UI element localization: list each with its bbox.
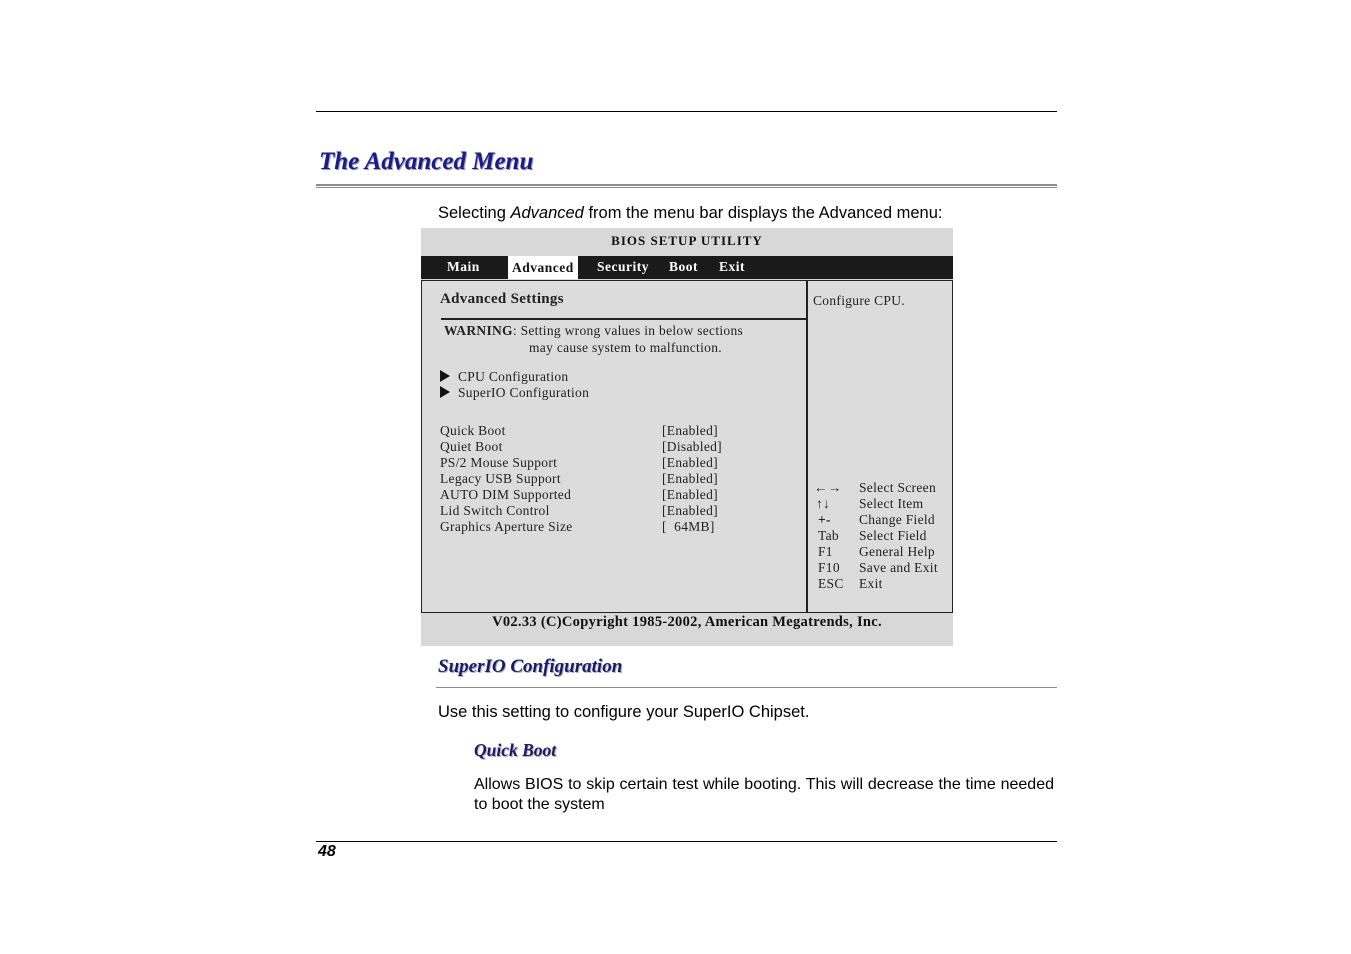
- warning-line-1: [444, 323, 743, 339]
- bios-copyright-footer: V02.33 (C)Copyright 1985-2002, American Megatrends, Inc.: [492, 614, 882, 630]
- key-label: +-: [818, 512, 831, 527]
- bios-screenshot: [421, 228, 953, 646]
- setting-label[interactable]: Lid Switch Control: [440, 503, 550, 518]
- title-rule-2: [316, 187, 1057, 188]
- heading-underline: [441, 318, 806, 320]
- top-rule: [316, 111, 1057, 112]
- setting-label[interactable]: AUTO DIM Supported: [440, 487, 572, 502]
- setting-label[interactable]: Quick Boot: [440, 423, 506, 438]
- intro-emphasis: Advanced: [510, 204, 584, 222]
- warning-label: WARNING: [444, 323, 513, 338]
- triangle-right-icon: [440, 370, 450, 382]
- submenu-label: SuperIO Configuration: [458, 385, 590, 400]
- intro-before: Selecting: [438, 204, 511, 222]
- bottom-rule: [316, 841, 1057, 842]
- submenu-label: CPU Configuration: [458, 369, 569, 384]
- key-action: Change Field: [859, 512, 935, 527]
- arrows-left-right-icon: ←→: [814, 480, 842, 495]
- bios-title: BIOS SETUP UTILITY: [611, 233, 763, 248]
- bios-main-panel: [421, 280, 953, 613]
- setting-value[interactable]: [Enabled]: [662, 487, 718, 502]
- setting-label[interactable]: Graphics Aperture Size: [440, 519, 573, 534]
- setting-label[interactable]: Quiet Boot: [440, 439, 503, 454]
- menu-main[interactable]: Main: [447, 259, 480, 274]
- key-action: Save and Exit: [859, 560, 938, 575]
- panel-divider: [806, 281, 808, 612]
- menu-advanced[interactable]: Advanced: [508, 256, 578, 279]
- menu-exit[interactable]: Exit: [719, 259, 746, 274]
- setting-value[interactable]: [Enabled]: [662, 471, 718, 486]
- key-label: ESC: [818, 576, 844, 591]
- key-label: F1: [818, 544, 833, 559]
- section-heading: SuperIO Configuration: [438, 656, 623, 677]
- panel-heading: Advanced Settings: [440, 291, 564, 307]
- section-rule: [436, 687, 1057, 688]
- key-action: Select Screen: [859, 480, 936, 495]
- intro-after: from the menu bar displays the Advanced menu:: [583, 204, 943, 222]
- setting-label[interactable]: PS/2 Mouse Support: [440, 455, 558, 470]
- key-action: Select Item: [859, 496, 924, 511]
- help-text: Configure CPU.: [813, 293, 905, 308]
- menu-boot[interactable]: Boot: [669, 259, 698, 274]
- setting-value[interactable]: [Enabled]: [662, 503, 718, 518]
- intro-paragraph: [438, 204, 942, 223]
- setting-value[interactable]: [ 64MB]: [662, 519, 715, 534]
- setting-value[interactable]: [Disabled]: [662, 439, 722, 454]
- submenu-cpu[interactable]: [440, 369, 568, 385]
- sub-paragraph: Allows BIOS to skip certain test while booting. This will decrease the time needed to boot the system: [474, 776, 1054, 813]
- key-label: Tab: [818, 528, 839, 543]
- warning-text: : Setting wrong values in below sections: [512, 323, 744, 338]
- key-action: General Help: [859, 544, 935, 559]
- page-title: The Advanced Menu: [319, 148, 534, 175]
- key-action: Exit: [859, 576, 883, 591]
- setting-value[interactable]: [Enabled]: [662, 455, 718, 470]
- section-paragraph: Use this setting to configure your SuperIO Chipset.: [438, 703, 810, 721]
- key-label: F10: [818, 560, 840, 575]
- setting-value[interactable]: [Enabled]: [662, 423, 718, 438]
- page-number: 48: [318, 843, 336, 860]
- setting-label[interactable]: Legacy USB Support: [440, 471, 561, 486]
- submenu-superio[interactable]: [440, 385, 589, 401]
- arrows-up-down-icon: ↑↓: [816, 496, 831, 511]
- subheading: Quick Boot: [474, 740, 557, 760]
- key-action: Select Field: [859, 528, 927, 543]
- menu-security[interactable]: Security: [597, 259, 649, 274]
- triangle-right-icon: [440, 386, 450, 398]
- warning-line-2: may cause system to malfunction.: [529, 340, 722, 355]
- title-rule: [316, 184, 1057, 186]
- bios-menubar: [421, 256, 953, 279]
